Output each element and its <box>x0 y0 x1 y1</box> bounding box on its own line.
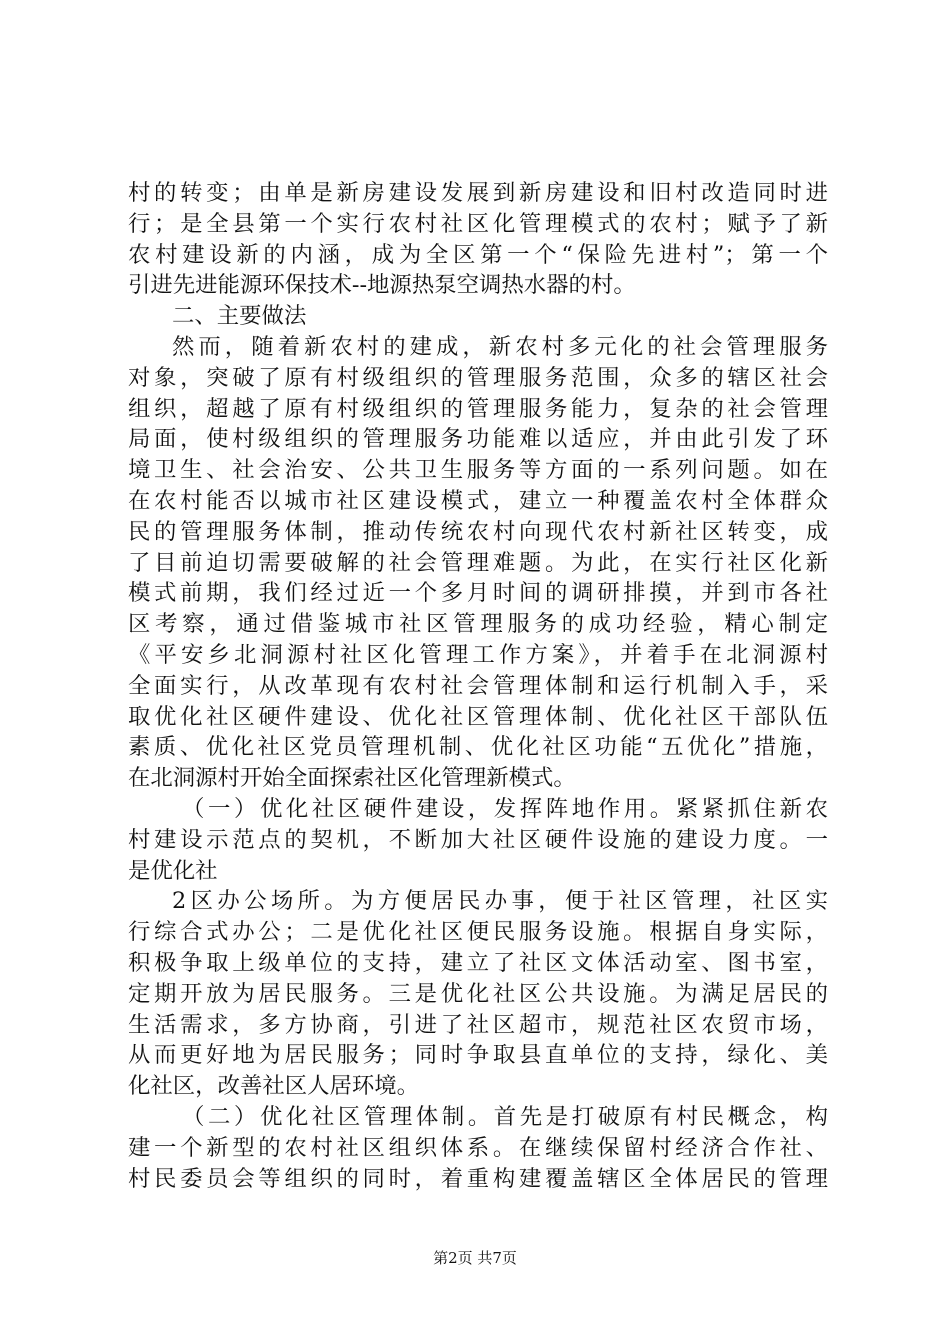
text-line: 了目前迫切需要破解的社会管理难题。为此，在实行社区化新 <box>128 549 828 576</box>
text-line: 从而更好地为居民服务；同时争取县直单位的支持，绿化、美 <box>128 1042 828 1069</box>
text-line: 化社区，改善社区人居环境。 <box>128 1073 420 1100</box>
text-line: 2区办公场所。为方便居民办事，便于社区管理，社区实 <box>172 888 828 915</box>
text-line: 对象，突破了原有村级组织的管理服务范围，众多的辖区社会 <box>128 364 828 391</box>
section-heading: 二、主要做法 <box>172 303 307 330</box>
subsection-line: （一）优化社区硬件建设，发挥阵地作用。紧紧抓住新农 <box>182 795 828 822</box>
text-line: 民的管理服务体制，推动传统农村向现代农村新社区转变，成 <box>128 518 828 545</box>
text-line: 定期开放为居民服务。三是优化社区公共设施。为满足居民的 <box>128 980 828 1007</box>
document-body <box>128 178 828 1194</box>
text-line: 积极争取上级单位的支持，建立了社区文体活动室、图书室， <box>128 949 828 976</box>
text-line: 取优化社区硬件建设、优化社区管理体制、优化社区干部队伍 <box>128 703 828 730</box>
text-line: 行综合式办公；二是优化社区便民服务设施。根据自身实际， <box>128 919 828 946</box>
text-line: 境卫生、社会治安、公共卫生服务等方面的一系列问题。如在 <box>128 457 828 484</box>
page-number: 第2页 共7页 <box>433 1249 517 1267</box>
text-line: 在农村能否以城市社区建设模式，建立一种覆盖农村全体群众 <box>128 487 828 514</box>
text-line: 行；是全县第一个实行农村社区化管理模式的农村；赋予了新 <box>128 210 828 237</box>
text-line: 然而，随着新农村的建成，新农村多元化的社会管理服务 <box>172 333 828 360</box>
text-line: 村的转变；由单是新房建设发展到新房建设和旧村改造同时进 <box>128 180 828 206</box>
page-footer <box>0 1247 950 1268</box>
text-line: 模式前期，我们经过近一个多月时间的调研排摸，并到市各社 <box>128 580 828 607</box>
text-line: 是优化社 <box>128 857 218 884</box>
text-line: 组织，超越了原有村级组织的管理服务能力，复杂的社会管理 <box>128 395 828 422</box>
text-line: 局面，使村级组织的管理服务功能难以适应，并由此引发了环 <box>128 426 828 453</box>
text-line: 在北洞源村开始全面探索社区化管理新模式。 <box>128 765 576 792</box>
text-line: 生活需求，多方协商，引进了社区超市，规范社区农贸市场， <box>128 1011 828 1038</box>
text-line: 建一个新型的农村社区组织体系。在继续保留村经济合作社、 <box>128 1134 828 1161</box>
text-line: 村民委员会等组织的同时，着重构建覆盖辖区全体居民的管理 <box>128 1165 828 1192</box>
text-line: 农村建设新的内涵，成为全区第一个“保险先进村”；第一个 <box>128 241 828 268</box>
text-line: 引进先进能源环保技术--地源热泵空调热水器的村。 <box>128 272 636 299</box>
text-line: 村建设示范点的契机，不断加大社区硬件设施的建设力度。一 <box>128 826 828 853</box>
text-line: 区考察，通过借鉴城市社区管理服务的成功经验，精心制定 <box>128 611 828 638</box>
text-line: 《平安乡北洞源村社区化管理工作方案》，并着手在北洞源村 <box>128 641 828 668</box>
text-line: 素质、优化社区党员管理机制、优化社区功能“五优化”措施， <box>128 734 828 761</box>
text-line: 全面实行，从改革现有农村社会管理体制和运行机制入手，采 <box>128 672 828 699</box>
subsection-line: （二）优化社区管理体制。首先是打破原有村民概念，构 <box>182 1103 828 1130</box>
